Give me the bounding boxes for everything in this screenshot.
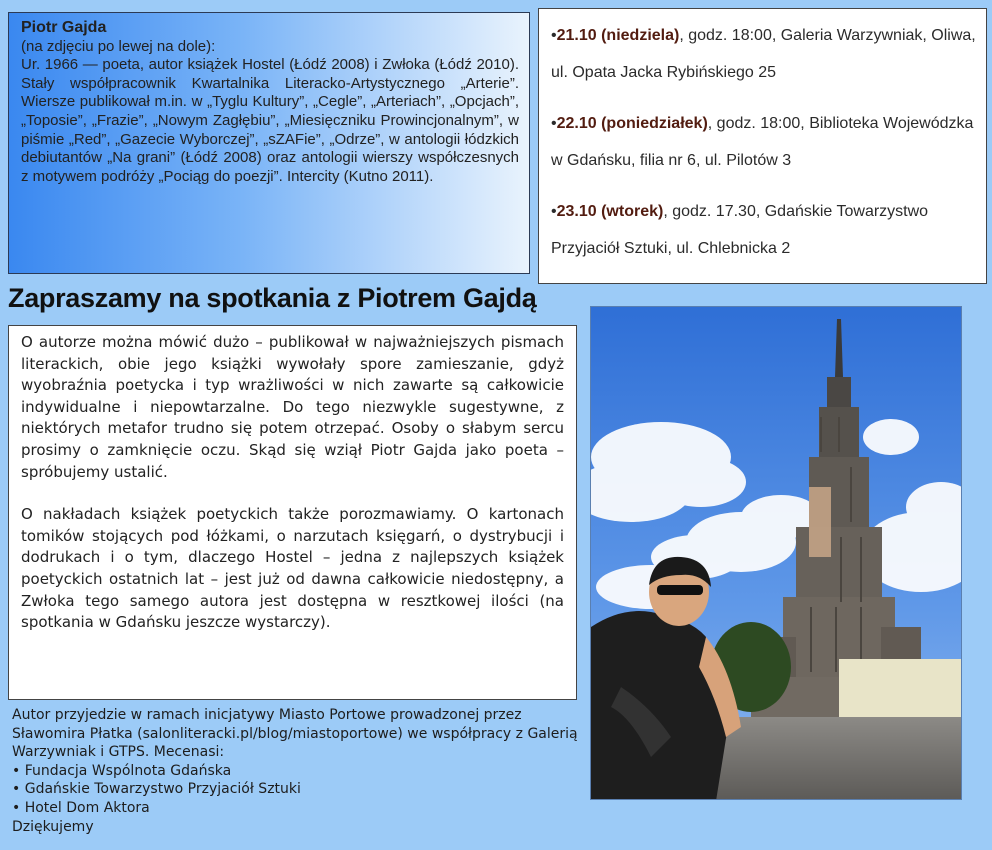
event-item (551, 193, 978, 267)
main-text-box (8, 325, 577, 700)
event-details: , godz. 18:00, Biblioteka Wojewódzka w Gdańsku, filia nr 6, ul. Pilotów 3 (551, 115, 974, 169)
sponsor-item: • Gdańskie Towarzystwo Przyjaciół Sztuki (12, 780, 582, 799)
sponsor-item: • Fundacja Wspólnota Gdańska (12, 762, 582, 781)
main-paragraph-2: O nakładach książek poetyckich także porozmawiamy. O kartonach tomików stojących pod łóżkami, o narzutach księgarń, o dystrybucji i dodrukach i o tym, dlaczego Hostel – jedna z najlepszych książek poetyckich ostatnich lat – jest już od dawna całkowicie niedostępny, a Zwłoka tego samego autora jest dostępna w resztkowej ilości (na spotkania w Gdańsku jeszcze wystarczy). (21, 505, 564, 632)
building (839, 659, 962, 719)
event-date: 23.10 (wtorek) (556, 203, 664, 220)
bio-box (8, 12, 530, 274)
event-bullet: • (551, 203, 557, 220)
event-date: 21.10 (niedziela) (556, 27, 680, 44)
author-name: Piotr Gajda (21, 19, 107, 36)
footer-text (12, 706, 582, 836)
event-item (551, 105, 978, 179)
event-date: 22.10 (poniedziałek) (556, 115, 708, 132)
event-bullet: • (551, 27, 557, 44)
event-details: , godz. 18:00, Galeria Warzywniak, Oliwa, ul. Opata Jacka Rybińskiego 25 (551, 27, 976, 81)
sponsor-list (12, 762, 582, 818)
page-title: Zapraszamy na spotkania z Piotrem Gajdą (8, 283, 537, 313)
photo-caption: (na zdjęciu po lewej na dole): (21, 37, 216, 55)
sponsor-item: • Hotel Dom Aktora (12, 799, 582, 818)
main-paragraph-1: O autorze można mówić dużo – publikował w najważniejszych pismach literackich, obie jego książki wywołały spore zamieszanie, gdyż wyobraźnia poetycka i typ wrażliwości w nich zawarte są całkowicie indywidualne i niepowtarzalne. Do tego niezwykle sugestywne, z niektórych metafor trudno się potem otrzepać. Osoby o słabym sercu prosimy o zamknięcie oczu. Skąd się wziął Piotr Gajda jako poeta – spróbujemy ustalić. (21, 333, 564, 481)
event-bullet: • (551, 115, 557, 132)
photo-illustration (591, 307, 962, 800)
author-photo (590, 306, 962, 800)
event-item (551, 17, 978, 91)
event-details: , godz. 17.30, Gdańskie Towarzystwo Przyjaciół Sztuki, ul. Chlebnicka 2 (551, 203, 929, 257)
thanks-text: Dziękujemy (12, 818, 94, 835)
bio-text: Ur. 1966 — poeta, autor książek Hostel (Łódź 2008) i Zwłoka (Łódź 2010). Stały współpracownik Kwartalnika Literacko-Artystycznego „Arterie”. Wiersze publikował m.in. w „Tyglu Kultury”, „Cegle”, „Arteriach”, „Opcjach”, „Toposie”, „Frazie”, „Nowym Zagłębiu”, „Miesięczniku Prowincjonalnym”, w piśmie „Red”, „Gazecie Wyborczej”, „sZAFie”, „Odrze”, w antologii łódzkich debiutantów „Na grani” (Łódź 2008) oraz antologii wierszy współczesnych z motywem podróży „Pociąg do poezji”. Intercity (Kutno 2011). (21, 56, 519, 185)
footer-intro: Autor przyjedzie w ramach inicjatywy Miasto Portowe prowadzonej przez Sławomira Płatka (salonliteracki.pl/blog/miastoportowe) we współpracy z Galerią Warzywniak i GTPS. Mecenasi: (12, 707, 578, 761)
events-box (538, 8, 987, 284)
